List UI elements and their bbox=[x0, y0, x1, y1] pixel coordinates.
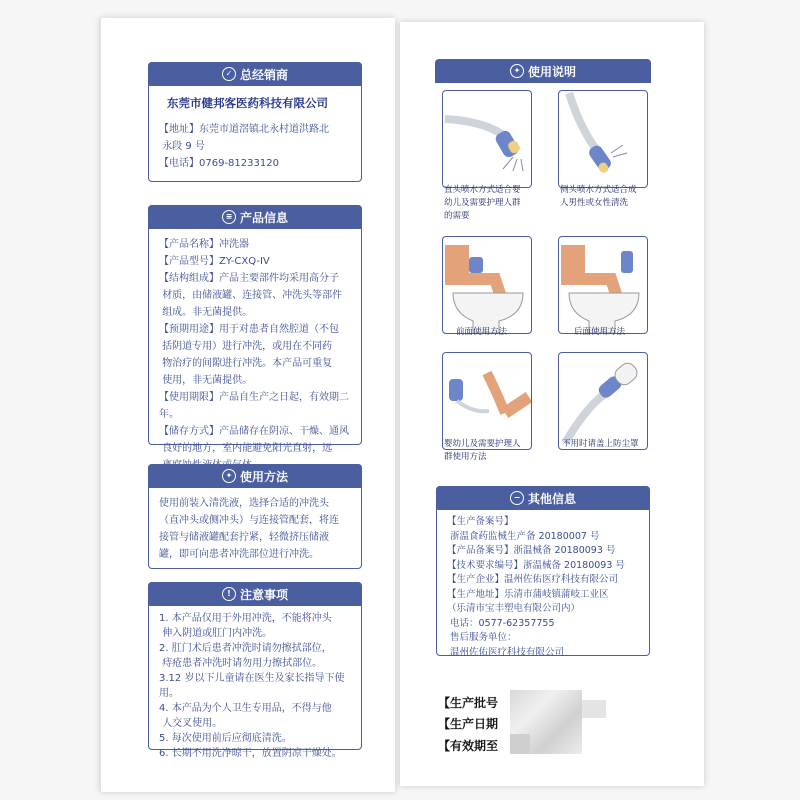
instructions-header bbox=[435, 59, 651, 83]
other-info-box bbox=[436, 486, 650, 656]
distributor-address: 【地址】东莞市道滘镇北永村道洪路北 永段 9 号 bbox=[159, 124, 329, 152]
toilet-back-illustration bbox=[559, 237, 648, 334]
instructions-header-box bbox=[436, 60, 650, 84]
usage-header bbox=[148, 464, 362, 488]
caption-straight-nozzle: 直头喷水方式适合婴 幼儿及需要护理人群 的需要 bbox=[444, 185, 521, 221]
lightbulb-icon: ✦ bbox=[510, 64, 524, 78]
redacted-lot-values-dark bbox=[510, 734, 530, 754]
usage-title: 使用方法 bbox=[239, 469, 288, 484]
step-side-nozzle bbox=[558, 90, 648, 188]
straight-nozzle-illustration bbox=[443, 91, 532, 188]
caption-front-use: 前面使用方法 bbox=[456, 327, 508, 337]
infant-care-illustration bbox=[443, 353, 532, 450]
notes-box bbox=[148, 582, 362, 759]
other-info-title: 其他信息 bbox=[527, 491, 576, 506]
toilet-front-illustration bbox=[443, 237, 532, 334]
notes-title: 注意事项 bbox=[239, 587, 288, 602]
exclamation-icon: ! bbox=[222, 587, 236, 601]
list-icon: ≡ bbox=[222, 210, 236, 224]
caption-back-use: 后面使用方法 bbox=[574, 327, 626, 337]
product-info-text: 【产品名称】冲洗器 【产品型号】ZY-CXQ-IV 【结构组成】产品主要部件均采用高分子 材质，由储液罐、连接管、冲洗头等部件 组成。非无菌提供。 【预期用途】用于对患者自然腔道（不包 括阴道专用）进行冲洗，或用在不同药 物治疗的间隙进行冲洗。本产品可重复 使用，非无菌提供。 【使用期限】产品自生产之日起，有效期二年。 【储存方式】产品储存在阴凉、干燥、通风 良好的地方，室内能避免阳光直射，远 bbox=[159, 239, 349, 454]
shield-check-icon: ✓ bbox=[222, 67, 236, 81]
distributor-phone: 【电话】0769-81233120 bbox=[159, 158, 279, 169]
other-info-text: 【生产备案号】 浙温食药监械生产备 20180007 号 【产品备案号】浙温械备 20180093 号 【技术要求编号】浙温械备 20180093 号 【生产企业】温州佐佑医疗科技有限公司 【生产地址】乐清市蒲岐镇蒲岐工业区 （乐清市宝丰塑电有限公司内） 电话：0577-62357755 售后服务单位： 温州佐佑医疗科技有限公司 bbox=[447, 516, 625, 658]
product-info-box bbox=[148, 205, 362, 454]
product-info-title: 产品信息 bbox=[239, 210, 288, 225]
redacted-lot-values-extra bbox=[582, 700, 606, 718]
notes-header bbox=[148, 582, 362, 606]
caption-side-nozzle: 侧头喷水方式适合成 人男性或女性清洗 bbox=[560, 185, 637, 208]
other-info-header bbox=[436, 486, 650, 510]
usage-box bbox=[148, 464, 362, 569]
step-back-use bbox=[558, 236, 648, 334]
production-date-label: 【生产日期 bbox=[438, 717, 499, 731]
step-front-use bbox=[442, 236, 532, 334]
instructions-title: 使用说明 bbox=[527, 64, 576, 79]
batch-number-label: 【生产批号 bbox=[438, 696, 499, 710]
distributor-title: 总经销商 bbox=[239, 67, 288, 82]
step-dust-cap bbox=[558, 352, 648, 450]
caption-dust-cap: 不用时请盖上防尘罩 bbox=[562, 439, 639, 449]
distributor-box bbox=[148, 62, 362, 182]
usage-text: 使用前装入清洗液，选择合适的冲洗头 （直冲头或侧冲头）与连接管配套，将连 接管与储液罐配套拧紧，轻微挤压储液 罐，即可向患者冲洗部位进行冲洗。 bbox=[159, 498, 339, 560]
product-info-header bbox=[148, 205, 362, 229]
caption-infant-care: 婴幼儿及需要护理人 群使用方法 bbox=[444, 439, 521, 462]
distributor-header bbox=[148, 62, 362, 86]
expiry-date-label: 【有效期至 bbox=[438, 739, 499, 753]
lightbulb-icon: ✦ bbox=[222, 469, 236, 483]
minus-circle-icon: − bbox=[510, 491, 524, 505]
notes-text: 1. 本产品仅用于外用冲洗，不能将冲头 伸入阴道或肛门内冲洗。 2. 肛门术后患者冲洗时请勿擦拭部位， 痔疮患者冲洗时请勿用力擦拭部位。 3.12 岁以下儿童请在医生及家长指导下使用。 4. 本产品为个人卫生专用品，不得与他 人交叉使用。 5. 每次使用前后应彻底清洗。 6. 长期不用洗净晾干，放置阴凉干燥处。 bbox=[159, 613, 345, 759]
side-nozzle-illustration bbox=[559, 91, 648, 188]
dust-cap-illustration bbox=[559, 353, 648, 450]
step-straight-nozzle bbox=[442, 90, 532, 188]
step-infant-care bbox=[442, 352, 532, 450]
distributor-company: 东莞市健邦客医药科技有限公司 bbox=[167, 96, 328, 110]
